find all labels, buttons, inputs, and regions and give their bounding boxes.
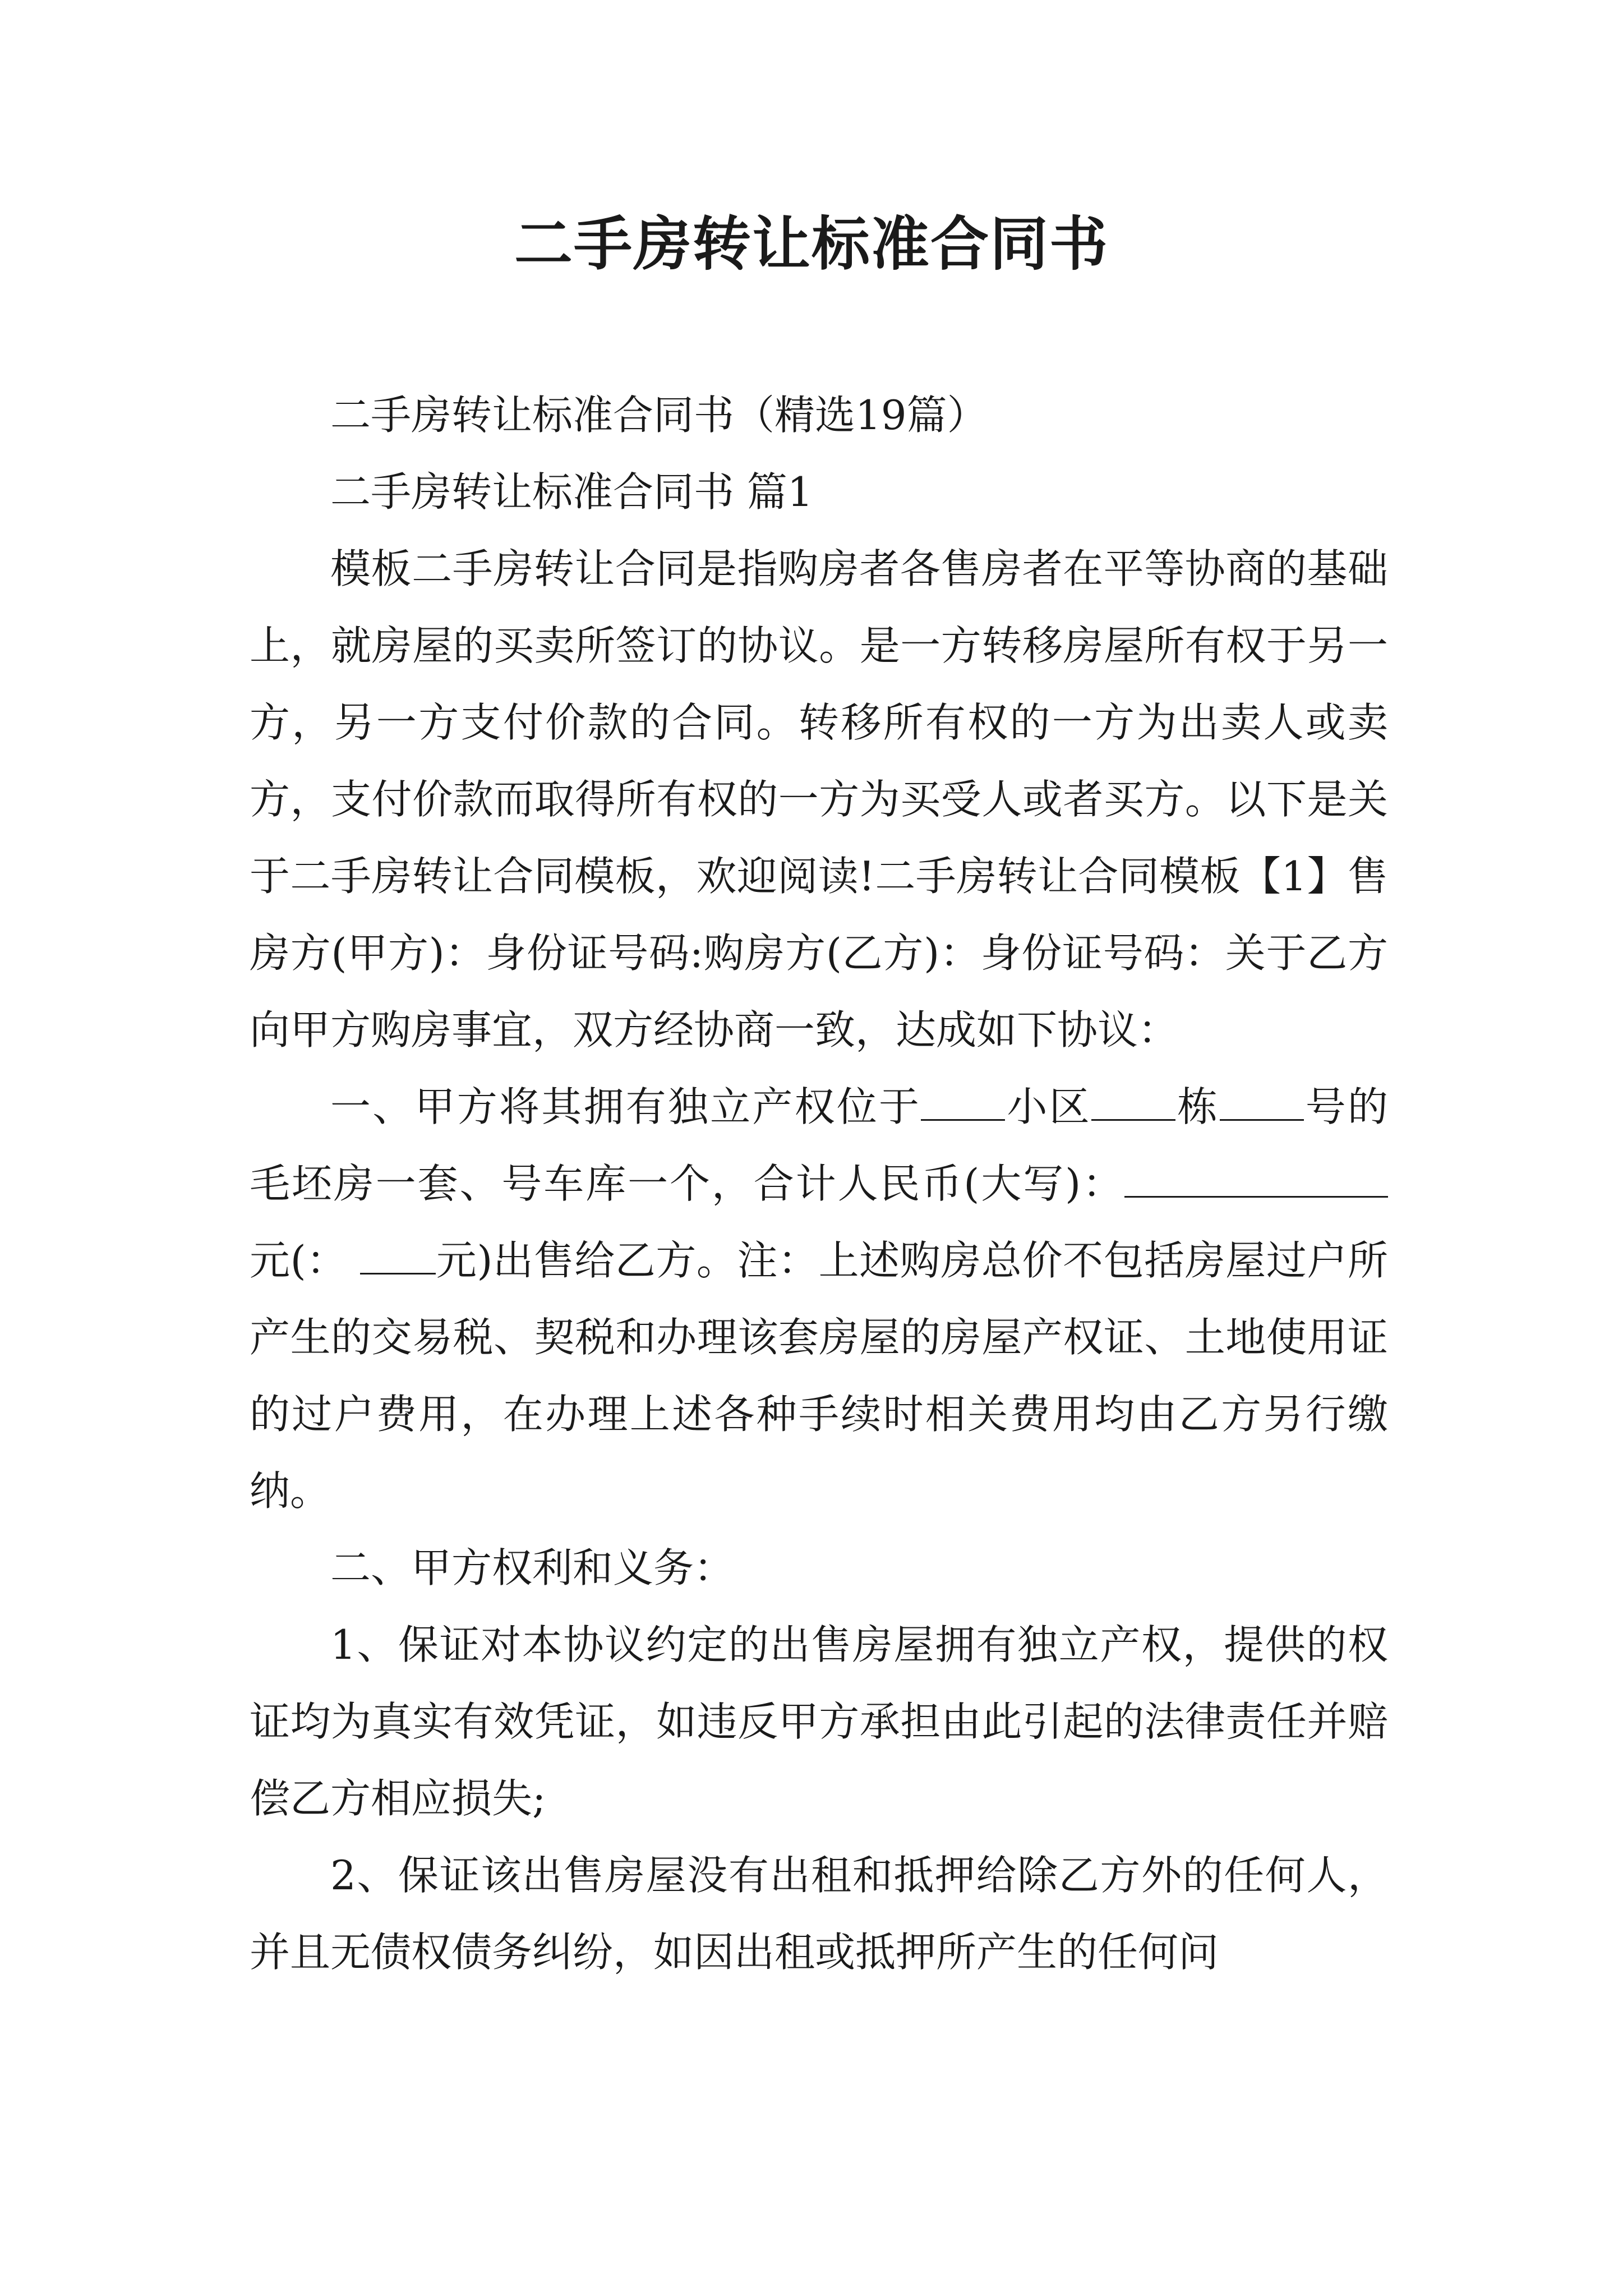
clause-1-text-f: 元)出售给乙方。注：上述购房总价不包括房屋过户所产生的交易税、契税和办理该套房屋的房屋产权证、土地使用证的过户费用，在办理上述各种手续时相关费用均由乙方另行缴纳。 bbox=[250, 1237, 1389, 1515]
clause-1-text-d: 号的毛坯房一套、号车库一个，合计人民币(大写)： bbox=[250, 1083, 1388, 1207]
clause-1-text-c: 栋 bbox=[1175, 1083, 1220, 1130]
document-body bbox=[250, 377, 1388, 1991]
blank-field-location bbox=[921, 1081, 1005, 1121]
clause-2-item-1: 1、保证对本协议约定的出售房屋拥有独立产权，提供的权证均为真实有效凭证，如违反甲方承担由此引起的法律责任并赔偿乙方相应损失; bbox=[250, 1621, 1388, 1822]
clause-2-item-2: 2、保证该出售房屋没有出租和抵押给除乙方外的任何人，并且无债权债务纠纷，如因出租或抵押所产生的任何问 bbox=[250, 1852, 1388, 1976]
blank-field-building bbox=[1091, 1081, 1175, 1121]
document-title: 二手房转让标准合同书 bbox=[514, 209, 1109, 278]
section-heading: 二手房转让标准合同书 篇1 bbox=[330, 468, 813, 516]
clause-1-text-e: 元(： bbox=[250, 1237, 347, 1284]
blank-field-number bbox=[1220, 1081, 1304, 1121]
blank-field-amount-figures bbox=[360, 1235, 436, 1274]
subtitle: 二手房转让标准合同书（精选19篇） bbox=[330, 392, 988, 439]
intro-paragraph: 模板二手房转让合同是指购房者各售房者在平等协商的基础上，就房屋的买卖所签订的协议。是一方转移房屋所有权于另一方，另一方支付价款的合同。转移所有权的一方为出卖人或卖方，支付价款而取得所有权的一方为买受人或者买方。以下是关于二手房转让合同模板，欢迎阅读!二手房转让合同模板【1】售房方(甲方)：身份证号码:购房方(乙方)：身份证号码：关于乙方向甲方购房事宜，双方经协商一致，达成如下协议： bbox=[250, 545, 1388, 1053]
clause-1-paragraph bbox=[250, 1069, 1388, 1530]
clause-1-text-a: 一、甲方将其拥有独立产权位于 bbox=[330, 1083, 921, 1130]
clause-2-heading: 二、甲方权利和义务： bbox=[330, 1544, 735, 1591]
clause-1-text-b: 小区 bbox=[1005, 1083, 1092, 1130]
blank-field-amount-words bbox=[1124, 1158, 1388, 1198]
